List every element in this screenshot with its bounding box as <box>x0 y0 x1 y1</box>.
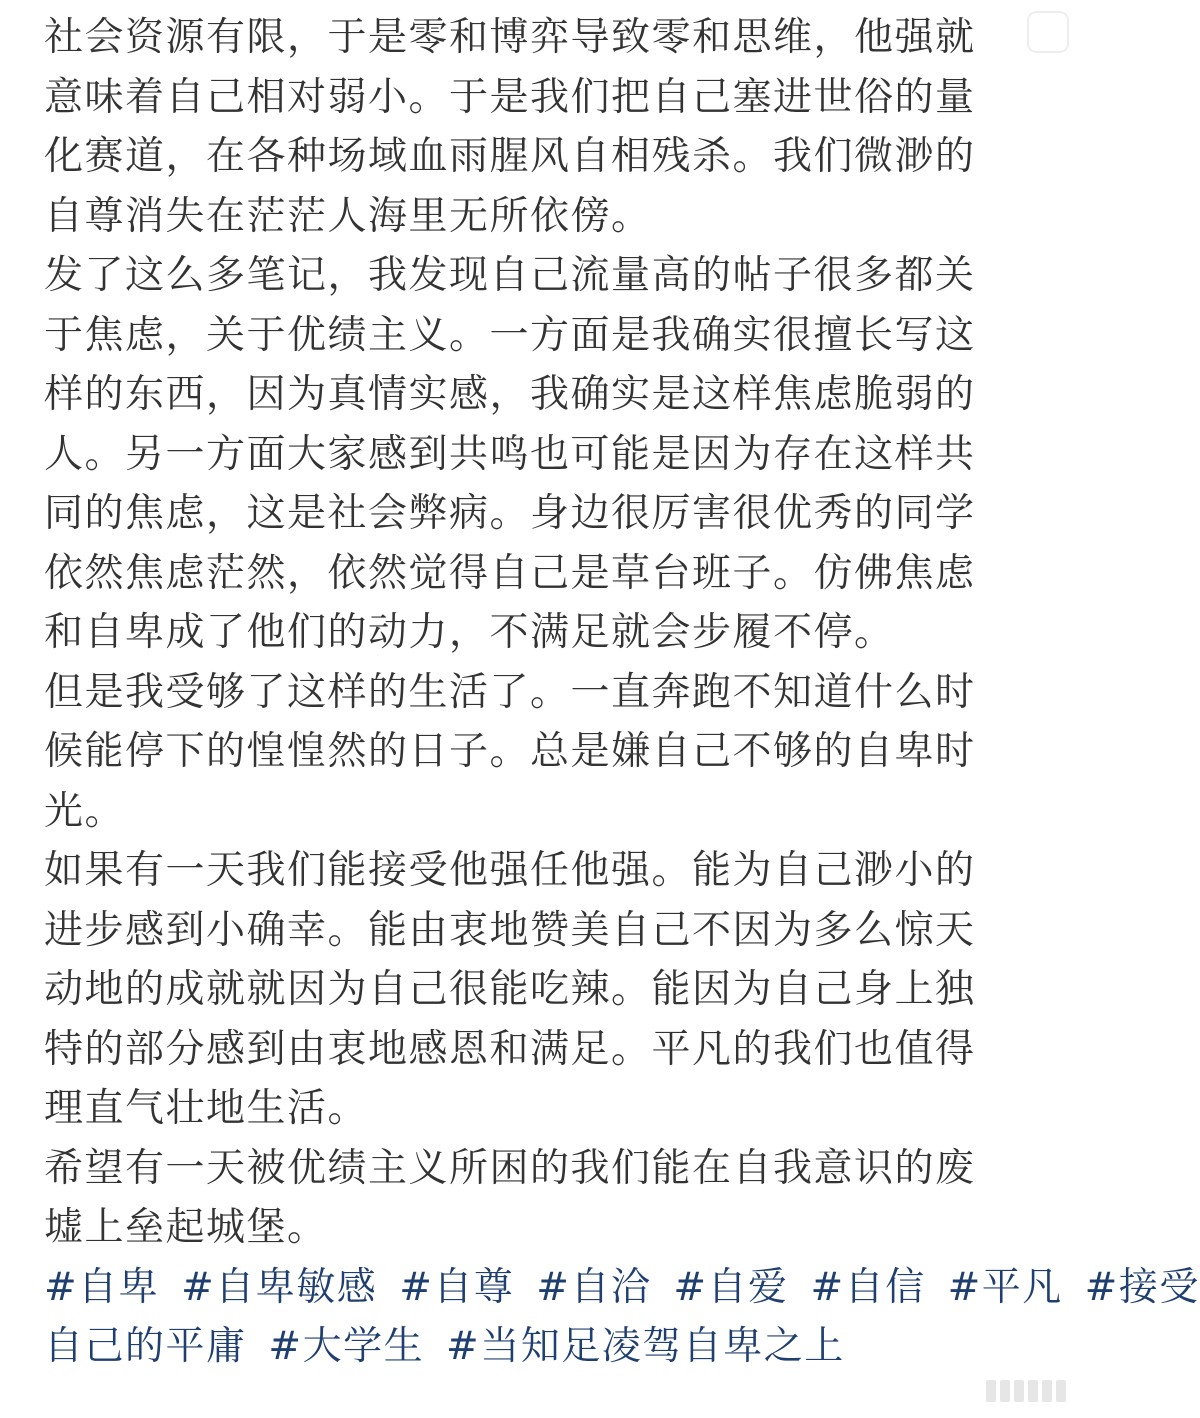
text-line: 光。 <box>44 788 126 834</box>
text-line: 动地的成就就因为自己很能吃辣。能因为自己身上独 <box>44 967 976 1012</box>
hashtag-link[interactable]: #自信 <box>810 1264 926 1310</box>
text-line: 社会资源有限，于是零和博弈导致零和思维，他强就 <box>44 15 976 60</box>
text-line: 同的焦虑，这是社会弊病。身边很厉害很优秀的同学 <box>44 491 976 536</box>
hashtag-link[interactable]: #自卑 <box>44 1264 160 1310</box>
text-line: 自尊消失在茫茫人海里无所依傍。 <box>44 193 652 239</box>
text-line: 希望有一天被优绩主义所困的我们能在自我意识的废 <box>44 1145 976 1191</box>
hashtag-link[interactable]: #当知足凌驾自卑之上 <box>446 1324 845 1369</box>
text-line: 化赛道，在各种场域血雨腥风自相残杀。我们微渺的 <box>44 134 976 179</box>
hashtag-link[interactable]: #大学生 <box>268 1324 425 1369</box>
text-line: 人。另一方面大家感到共鸣也可能是因为存在这样共 <box>44 431 976 477</box>
paragraph-1 <box>44 8 1044 246</box>
hashtag-link[interactable]: #自洽 <box>536 1264 652 1310</box>
hashtag-link[interactable]: #自爱 <box>673 1264 789 1310</box>
hashtag-link[interactable]: 自己的平庸 <box>44 1324 247 1369</box>
text-line: 依然焦虑茫然，依然觉得自己是草台班子。仿佛焦虑 <box>44 550 976 596</box>
text-line: 样的东西，因为真情实感，我确实是这样焦虑脆弱的 <box>44 372 976 417</box>
text-line: 如果有一天我们能接受他强任他强。能为自己渺小的 <box>44 848 976 893</box>
paragraph-3 <box>44 663 1044 842</box>
hashtag-link[interactable]: #自卑敏感 <box>181 1264 378 1310</box>
paragraph-4 <box>44 841 1044 1139</box>
watermark-icon <box>986 1376 1066 1406</box>
post-body <box>44 8 1200 1377</box>
text-line: 进步感到小确幸。能由衷地赞美自己不因为多么惊天 <box>44 907 976 953</box>
hashtag-list <box>44 1258 1200 1377</box>
text-line: 特的部分感到由衷地感恩和满足。平凡的我们也值得 <box>44 1026 976 1072</box>
text-line: 但是我受够了这样的生活了。一直奔跑不知道什么时 <box>44 669 976 715</box>
hashtag-line-1 <box>44 1258 1200 1318</box>
paragraph-5 <box>44 1139 1044 1258</box>
text-line: 于焦虑，关于优绩主义。一方面是我确实很擅长写这 <box>44 312 976 358</box>
text-line: 理直气壮地生活。 <box>44 1086 369 1131</box>
hashtag-line-2 <box>44 1317 1044 1377</box>
paragraph-2 <box>44 246 1044 663</box>
text-line: 发了这么多笔记，我发现自己流量高的帖子很多都关 <box>44 253 976 298</box>
hashtag-link[interactable]: #自尊 <box>399 1264 515 1310</box>
text-line: 墟上垒起城堡。 <box>44 1205 328 1250</box>
text-line: 意味着自己相对弱小。于是我们把自己塞进世俗的量 <box>44 74 976 120</box>
hashtag-link[interactable]: #接受 <box>1084 1264 1200 1310</box>
text-line: 和自卑成了他们的动力，不满足就会步履不停。 <box>44 610 895 655</box>
hashtag-link[interactable]: #平凡 <box>947 1264 1063 1310</box>
text-line: 候能停下的惶惶然的日子。总是嫌自己不够的自卑时 <box>44 729 976 774</box>
watermark-icon <box>1024 8 1072 56</box>
